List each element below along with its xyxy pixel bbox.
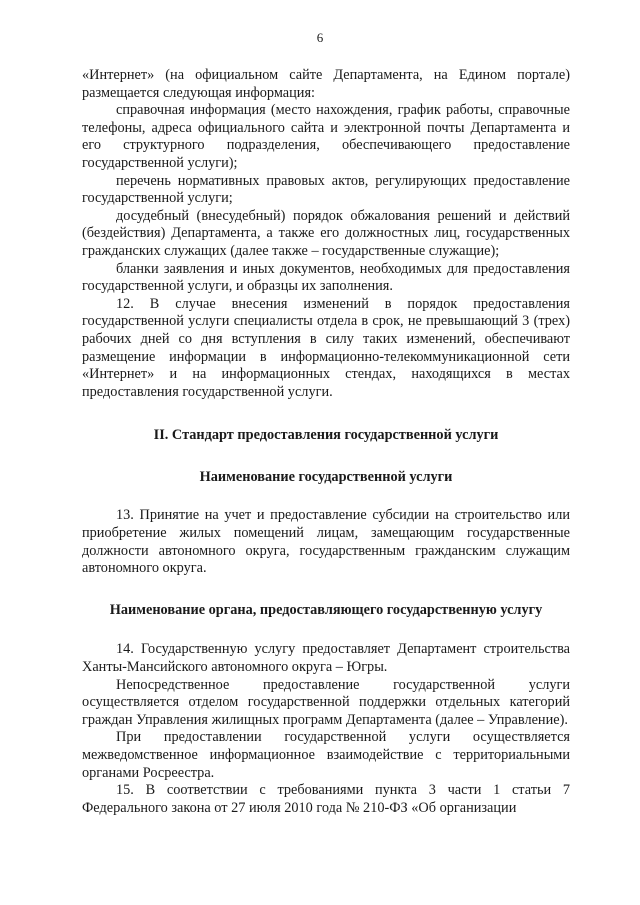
paragraph-13: 13. Принятие на учет и предоставление субсидии на строительство или приобретение жилых помещений лицам, замещающим государственные должности автономного округа, государственным гражданским служащим автономного округа. (82, 507, 570, 577)
paragraph-14: 14. Государственную услугу предоставляет Департамент строительства Ханты-Мансийского автономного округа – Югры. (82, 641, 570, 676)
paragraph-12: 12. В случае внесения изменений в порядок предоставления государственной услуги специалисты отдела в срок, не превышающий 3 (трех) рабочих дней со дня вступления в силу таких изменений, обеспечивают размещение информации в информационно-телекоммуникационной сети «Интернет» и на информационных стендах, находящихся в местах предоставления государственной услуги. (82, 295, 570, 400)
page-number: 6 (316, 30, 324, 45)
sub-heading-service-name: Наименование государственной услуги (199, 468, 453, 485)
document-body (82, 67, 570, 817)
sub-heading-authority: Наименование органа, предоставляющего государственную услугу (109, 601, 543, 618)
paragraph-forms: бланки заявления и иных документов, необходимых для предоставления государственной услуги, и образцы их заполнения. (82, 260, 570, 295)
paragraph-reference-info: справочная информация (место нахождения, график работы, справочные телефоны, адреса официального сайта и электронной почты Департамента и его структурного подразделения, обеспечивающего предоставление государственной услуги); (82, 102, 570, 171)
paragraph-15: 15. В соответствии с требованиями пункта 3 части 1 статьи 7 Федерального закона от 27 июля 2010 года № 210-ФЗ «Об организации (82, 782, 570, 816)
paragraph-direct-provision: Непосредственное предоставление государственной услуги осуществляется отделом государственной поддержки отдельных категорий граждан Управления жилищных программ Департамента (далее – Управление). (82, 676, 570, 728)
paragraph-legal-acts: перечень нормативных правовых актов, регулирующих предоставление государственной услуги; (82, 172, 570, 207)
paragraph-interagency: При предоставлении государственной услуги осуществляется межведомственное информационное взаимодействие с территориальными органами Росреестра. (82, 729, 570, 781)
paragraph-appeal-procedure: досудебный (внесудебный) порядок обжалования решений и действий (бездействия) Департамента, а также его должностных лиц, государственных гражданских служащих (далее также – государственные служащие); (82, 207, 570, 259)
paragraph-intro: «Интернет» (на официальном сайте Департамента, на Едином портале) размещается следующая информация: (82, 67, 570, 101)
section-heading: II. Стандарт предоставления государственной услуги (153, 427, 499, 444)
